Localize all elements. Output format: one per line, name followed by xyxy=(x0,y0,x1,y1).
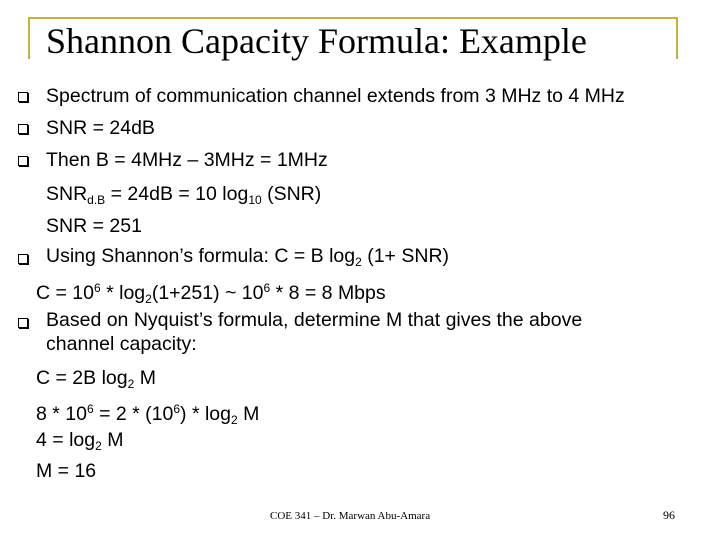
text-span: (1+251) ~ 10 xyxy=(151,282,264,304)
bullet-square-icon xyxy=(18,318,28,328)
subscript: 2 xyxy=(230,413,238,427)
text-line-nyquist-formula xyxy=(36,366,156,396)
text-line-bandwidth: Then B = 4MHz – 3MHz = 1MHz xyxy=(46,149,328,171)
text-span: ) * log xyxy=(180,403,231,425)
subscript: 2 xyxy=(355,255,362,269)
superscript: 6 xyxy=(94,281,101,295)
text-span: C = 10 xyxy=(36,282,94,304)
superscript: 6 xyxy=(173,402,181,416)
text-span: M xyxy=(134,367,156,389)
text-span: = 24dB = 10 log xyxy=(105,183,249,205)
title-frame-left xyxy=(28,17,30,59)
text-span: * log xyxy=(100,282,146,304)
text-span: (1+ SNR) xyxy=(361,245,450,267)
title-frame-right xyxy=(676,17,678,59)
text-line-spectrum: Spectrum of communication channel extends from 3 MHz to 4 MHz xyxy=(46,85,625,107)
text-line-nyquist-cont: channel capacity: xyxy=(46,333,197,355)
text-line-snr-value: SNR = 251 xyxy=(46,215,142,237)
subscript: 2 xyxy=(145,292,152,306)
text-span: * 8 = 8 Mbps xyxy=(270,282,386,304)
slide-title: Shannon Capacity Formula: Example xyxy=(46,21,587,61)
subscript: d.B xyxy=(87,193,106,207)
subscript: 2 xyxy=(127,377,135,391)
text-span: Using Shannon’s formula: C = B log xyxy=(46,245,356,267)
bullet-square-icon xyxy=(18,156,28,166)
text-span: 4 = log xyxy=(36,429,96,451)
text-line-snr-db: SNR = 24dB xyxy=(46,117,155,139)
text-span: C = 2B log xyxy=(36,367,128,389)
text-line-log-m xyxy=(36,428,123,458)
text-span: = 2 * (10 xyxy=(93,403,174,425)
text-span: M xyxy=(237,403,260,425)
text-span: (SNR) xyxy=(261,183,322,205)
superscript: 6 xyxy=(86,402,94,416)
text-line-m-result: M = 16 xyxy=(36,460,97,482)
subscript: 2 xyxy=(95,439,102,453)
bullet-square-icon xyxy=(18,124,28,134)
text-line-shannon xyxy=(46,244,449,274)
text-span: SNR xyxy=(46,183,88,205)
page-number: 96 xyxy=(663,508,675,522)
superscript: 6 xyxy=(263,281,271,295)
text-line-capacity-calc xyxy=(36,276,386,311)
text-line-snr-log xyxy=(46,182,321,212)
text-span: M xyxy=(101,429,124,451)
bullet-square-icon xyxy=(18,254,28,264)
subscript: 10 xyxy=(248,193,262,207)
text-line-nyquist: Based on Nyquist’s formula, determine M that gives the above xyxy=(46,309,583,331)
bullet-square-icon xyxy=(18,92,28,102)
title-frame-top xyxy=(28,17,678,19)
footer-text: COE 341 – Dr. Marwan Abu-Amara xyxy=(270,510,431,522)
text-line-nyquist-sub xyxy=(36,397,259,432)
text-span: 8 * 10 xyxy=(36,403,87,425)
